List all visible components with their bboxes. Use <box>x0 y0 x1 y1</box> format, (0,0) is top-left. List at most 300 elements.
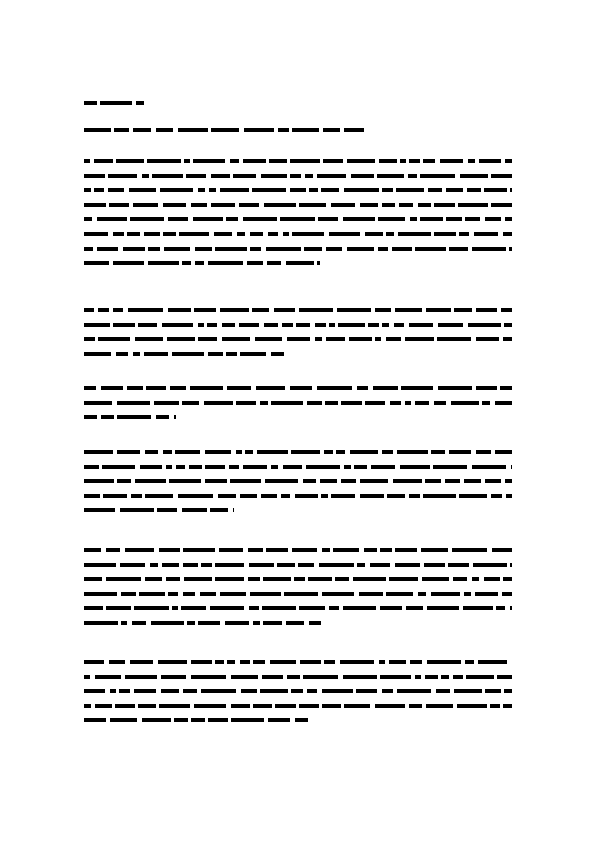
word-block <box>142 174 149 178</box>
word-block <box>145 494 173 498</box>
word-block <box>144 352 168 356</box>
word-block <box>84 401 112 405</box>
word-block <box>371 465 395 469</box>
word-block <box>113 232 124 236</box>
word-block <box>166 465 172 469</box>
word-block <box>191 660 212 664</box>
word-block <box>467 188 481 192</box>
word-block <box>377 174 404 178</box>
word-block <box>344 465 351 469</box>
word-block <box>373 386 398 390</box>
word-block <box>298 563 314 567</box>
word-block <box>270 660 296 664</box>
word-block <box>464 479 481 483</box>
word-block <box>503 704 512 708</box>
word-block <box>84 174 105 178</box>
word-block <box>84 128 111 132</box>
word-block <box>183 592 195 596</box>
word-block <box>303 479 316 483</box>
word-block <box>299 308 333 312</box>
word-block <box>184 159 190 163</box>
word-block <box>204 401 233 405</box>
word-block <box>109 660 125 664</box>
word-block <box>357 386 368 390</box>
word-block <box>84 188 91 192</box>
word-block <box>108 174 137 178</box>
word-block <box>208 718 228 722</box>
word-block <box>299 704 319 708</box>
word-block <box>491 203 512 207</box>
word-block <box>497 675 512 679</box>
word-block <box>336 450 345 454</box>
word-block <box>433 465 467 469</box>
word-block <box>84 308 94 312</box>
word-block <box>307 689 317 693</box>
word-block <box>229 465 239 469</box>
word-block <box>454 689 482 693</box>
word-block <box>406 606 423 610</box>
word-block <box>503 337 512 341</box>
word-block <box>84 508 115 512</box>
text-line <box>84 494 512 498</box>
word-block <box>172 606 178 610</box>
word-block <box>368 323 379 327</box>
word-block <box>386 592 413 596</box>
word-block <box>94 188 104 192</box>
word-block <box>400 159 406 163</box>
word-block <box>182 508 207 512</box>
word-block <box>305 174 313 178</box>
word-block <box>326 337 345 341</box>
word-block <box>84 718 106 722</box>
word-block <box>117 479 131 483</box>
word-block <box>287 337 310 341</box>
word-block <box>364 548 377 552</box>
word-block <box>393 479 422 483</box>
text-line <box>84 479 512 483</box>
word-block <box>208 352 223 356</box>
word-block <box>333 548 359 552</box>
word-block <box>382 689 393 693</box>
word-block <box>425 675 438 679</box>
word-block <box>244 128 274 132</box>
word-block <box>409 704 422 708</box>
word-block <box>485 689 501 693</box>
word-block <box>395 563 420 567</box>
word-block <box>386 232 394 236</box>
word-block <box>379 159 397 163</box>
word-block <box>268 718 290 722</box>
word-block <box>504 689 512 693</box>
word-block <box>271 352 284 356</box>
word-block <box>438 323 463 327</box>
text-line <box>84 606 512 610</box>
word-block <box>495 401 512 405</box>
word-block <box>338 323 365 327</box>
word-block <box>108 188 124 192</box>
word-block <box>423 159 435 163</box>
word-block <box>231 704 250 708</box>
word-block <box>230 479 261 483</box>
word-block <box>94 159 113 163</box>
document-label <box>84 101 144 116</box>
word-block <box>344 128 364 132</box>
word-block <box>397 450 428 454</box>
word-block <box>365 401 385 405</box>
word-block <box>84 675 90 679</box>
word-block <box>181 606 206 610</box>
word-block <box>240 352 266 356</box>
word-block <box>240 494 257 498</box>
word-block <box>299 203 326 207</box>
word-block <box>322 704 341 708</box>
word-block <box>473 563 507 567</box>
word-block <box>170 386 186 390</box>
word-block <box>468 323 501 327</box>
word-block <box>150 563 158 567</box>
word-block <box>84 415 97 419</box>
word-block <box>409 159 420 163</box>
text-line <box>84 174 512 178</box>
word-block <box>360 203 378 207</box>
word-block <box>290 174 301 178</box>
word-block <box>438 386 472 390</box>
word-block <box>262 675 283 679</box>
word-block <box>110 689 116 693</box>
word-block <box>292 548 317 552</box>
word-block <box>294 577 305 581</box>
word-block <box>121 621 127 625</box>
word-block <box>168 308 191 312</box>
word-block <box>110 718 137 722</box>
word-block <box>458 203 488 207</box>
word-block <box>321 188 339 192</box>
word-block <box>400 465 430 469</box>
word-block <box>420 217 443 221</box>
word-block <box>139 592 165 596</box>
text-line <box>84 203 512 207</box>
word-block <box>183 689 197 693</box>
text-line <box>84 323 512 327</box>
word-block <box>295 718 308 722</box>
word-block <box>84 479 114 483</box>
word-block <box>241 689 257 693</box>
word-block <box>135 479 166 483</box>
word-block <box>511 465 512 469</box>
word-block <box>380 606 402 610</box>
word-block <box>255 337 282 341</box>
word-block <box>236 450 242 454</box>
word-block <box>427 606 459 610</box>
word-block <box>318 217 338 221</box>
word-block <box>230 159 239 163</box>
word-block <box>102 465 135 469</box>
word-block <box>147 159 181 163</box>
word-block <box>410 660 422 664</box>
word-block <box>390 401 401 405</box>
word-block <box>341 401 362 405</box>
word-block <box>269 159 287 163</box>
word-block <box>84 577 102 581</box>
word-block <box>138 323 157 327</box>
text-line <box>84 592 512 596</box>
word-block <box>156 128 173 132</box>
word-block <box>463 606 493 610</box>
word-block <box>501 308 512 312</box>
word-block <box>344 704 370 708</box>
word-block <box>357 563 365 567</box>
word-block <box>84 232 108 236</box>
word-block <box>127 232 140 236</box>
word-block <box>415 401 429 405</box>
word-block <box>225 621 249 625</box>
word-block <box>453 577 467 581</box>
word-block <box>320 479 337 483</box>
word-block <box>154 401 179 405</box>
word-block <box>341 479 356 483</box>
word-block <box>148 261 179 265</box>
word-block <box>261 174 287 178</box>
word-block <box>309 621 321 625</box>
word-block <box>243 217 277 221</box>
word-block <box>281 494 290 498</box>
word-block <box>133 128 151 132</box>
word-block <box>319 563 354 567</box>
word-block <box>409 494 420 498</box>
word-block <box>278 128 289 132</box>
word-block <box>184 577 212 581</box>
word-block <box>389 660 406 664</box>
word-block <box>249 606 259 610</box>
word-block <box>322 689 353 693</box>
word-block <box>510 188 512 192</box>
word-block <box>354 465 367 469</box>
word-block <box>198 323 204 327</box>
word-block <box>117 450 140 454</box>
word-block <box>125 675 157 679</box>
word-block <box>449 247 468 251</box>
word-block <box>159 704 190 708</box>
word-block <box>485 217 501 221</box>
word-block <box>283 465 302 469</box>
word-block <box>205 465 225 469</box>
word-block <box>299 606 325 610</box>
word-block <box>268 232 278 236</box>
word-block <box>210 606 244 610</box>
word-block <box>378 217 405 221</box>
word-block <box>145 450 158 454</box>
text-line <box>84 621 326 625</box>
word-block <box>324 660 335 664</box>
word-block <box>500 386 512 390</box>
word-block <box>253 704 272 708</box>
text-line <box>84 577 512 581</box>
word-block <box>457 704 487 708</box>
word-block <box>353 577 386 581</box>
word-block <box>264 203 296 207</box>
word-block <box>323 128 340 132</box>
word-block <box>158 660 187 664</box>
word-block <box>451 401 479 405</box>
word-block <box>167 337 195 341</box>
word-block <box>194 308 216 312</box>
word-block <box>117 415 151 419</box>
word-block <box>291 450 320 454</box>
word-block <box>164 247 190 251</box>
word-block <box>128 308 163 312</box>
word-block <box>286 621 304 625</box>
word-block <box>215 563 244 567</box>
word-block <box>121 592 136 596</box>
word-block <box>261 494 277 498</box>
word-block <box>343 606 376 610</box>
word-block <box>198 188 205 192</box>
word-block <box>138 704 156 708</box>
word-block <box>382 203 395 207</box>
word-block <box>282 323 293 327</box>
word-block <box>290 386 312 390</box>
word-block <box>236 401 256 405</box>
word-block <box>441 675 449 679</box>
word-block <box>219 548 243 552</box>
word-block <box>133 203 158 207</box>
word-block <box>343 217 375 221</box>
word-block <box>396 188 424 192</box>
word-block <box>375 337 381 341</box>
word-block <box>426 308 451 312</box>
word-block <box>84 494 100 498</box>
word-block <box>166 577 180 581</box>
word-block <box>504 323 512 327</box>
word-block <box>172 352 204 356</box>
word-block <box>136 101 144 105</box>
word-block <box>247 261 263 265</box>
word-block <box>113 261 144 265</box>
word-block <box>431 592 460 596</box>
word-block <box>215 247 247 251</box>
word-block <box>446 188 463 192</box>
word-block <box>398 232 431 236</box>
text-line <box>84 261 320 265</box>
word-block <box>466 675 494 679</box>
word-block <box>375 308 391 312</box>
word-block <box>109 203 129 207</box>
word-block <box>265 479 298 483</box>
word-block <box>198 621 220 625</box>
word-block <box>322 548 330 552</box>
text-line <box>84 704 512 708</box>
word-block <box>428 188 442 192</box>
word-block <box>449 450 471 454</box>
word-block <box>189 465 202 469</box>
word-block <box>187 621 195 625</box>
word-block <box>423 494 456 498</box>
word-block <box>84 548 101 552</box>
text-line <box>84 308 512 312</box>
word-block <box>215 660 224 664</box>
word-block <box>386 337 401 341</box>
word-block <box>231 675 258 679</box>
word-block <box>191 675 226 679</box>
word-block <box>365 232 383 236</box>
word-block <box>162 323 193 327</box>
word-block <box>253 660 265 664</box>
word-block <box>168 592 178 596</box>
word-block <box>306 465 340 469</box>
text-line <box>84 232 512 236</box>
word-block <box>308 577 332 581</box>
word-block <box>490 704 500 708</box>
word-block <box>309 188 318 192</box>
text-line <box>84 352 284 356</box>
word-block <box>151 621 184 625</box>
word-block <box>262 606 296 610</box>
text-line <box>84 718 310 722</box>
word-block <box>495 450 512 454</box>
word-block <box>227 386 251 390</box>
word-block <box>295 494 318 498</box>
word-block <box>410 217 417 221</box>
word-block <box>325 401 338 405</box>
word-block <box>446 217 462 221</box>
word-block <box>84 592 117 596</box>
word-block <box>116 159 144 163</box>
text-line <box>84 188 512 192</box>
word-block <box>250 247 261 251</box>
text-line <box>84 450 512 454</box>
word-block <box>169 479 201 483</box>
word-block <box>360 494 384 498</box>
word-block <box>378 247 388 251</box>
word-block <box>222 323 235 327</box>
word-block <box>195 261 204 265</box>
word-block <box>472 247 506 251</box>
word-block <box>317 386 352 390</box>
word-block <box>424 563 445 567</box>
word-block <box>182 261 191 265</box>
word-block <box>263 577 291 581</box>
word-block <box>120 563 145 567</box>
word-block <box>106 548 120 552</box>
word-block <box>304 247 322 251</box>
word-block <box>239 323 259 327</box>
word-block <box>347 247 374 251</box>
word-block <box>394 323 404 327</box>
word-block <box>186 174 206 178</box>
word-block <box>502 592 512 596</box>
paragraph-3 <box>84 386 512 430</box>
word-block <box>142 718 171 722</box>
word-block <box>140 465 162 469</box>
word-block <box>468 159 475 163</box>
word-block <box>503 577 512 581</box>
word-block <box>114 128 129 132</box>
word-block <box>218 494 236 498</box>
word-block <box>453 675 463 679</box>
word-block <box>106 606 131 610</box>
word-block <box>409 323 433 327</box>
word-block <box>274 308 295 312</box>
word-block <box>144 232 160 236</box>
word-block <box>161 675 186 679</box>
word-block <box>380 548 392 552</box>
word-block <box>84 386 96 390</box>
word-block <box>445 479 460 483</box>
document-title <box>84 128 364 143</box>
word-block <box>350 450 378 454</box>
word-block <box>134 689 156 693</box>
word-block <box>395 308 422 312</box>
